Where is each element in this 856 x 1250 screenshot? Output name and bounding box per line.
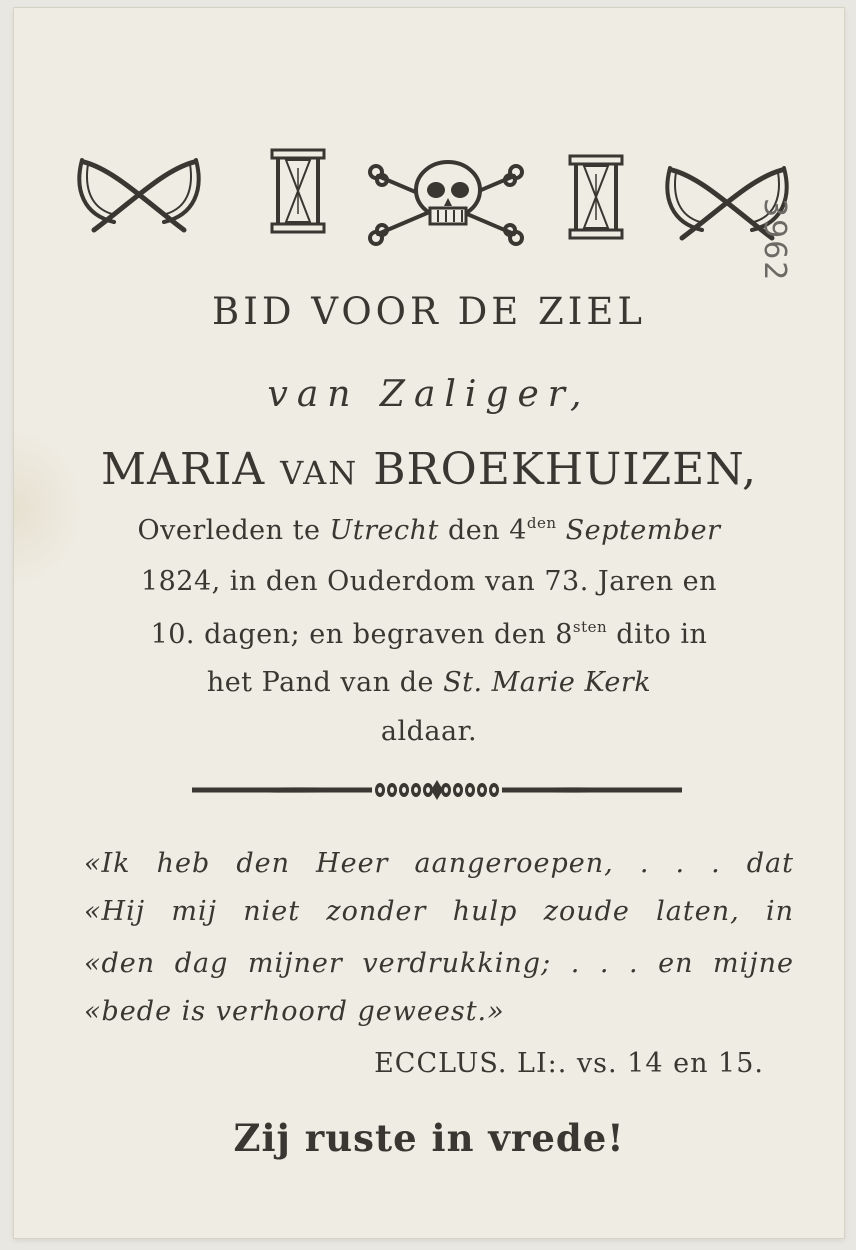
body-text: Overleden te — [137, 515, 321, 546]
month-name: September — [565, 515, 721, 546]
hourglass-icon — [270, 148, 326, 234]
quote-line-1: «Ik heb den Heer aangeroepen, . . . dat — [84, 848, 794, 879]
name-last: BROEKHUIZEN, — [373, 444, 757, 495]
body-line-2: 1824, in den Ouderdom van 73. Jaren en — [140, 566, 718, 597]
body-line-4 — [14, 667, 844, 698]
quote-line-2: «Hij mij niet zonder hulp zoude laten, in — [84, 896, 794, 927]
body-text: het Pand van de — [206, 667, 435, 698]
ornamental-divider — [192, 776, 682, 804]
quote-line-3: «den dag mijner verdrukking; . . . en mijne — [84, 948, 794, 979]
body-line-3 — [14, 618, 844, 650]
ornament-row — [74, 150, 794, 260]
crossed-scythes-icon — [74, 150, 204, 240]
name-particle: VAN — [280, 454, 359, 492]
ordinal-suffix: sten — [572, 618, 608, 636]
place-name: Utrecht — [329, 515, 439, 546]
ordinal-suffix: den — [526, 514, 557, 532]
name-first: MARIA — [101, 444, 266, 495]
body-text: den 4 — [447, 515, 527, 546]
body-line-5: aldaar. — [380, 716, 478, 747]
skull-and-crossbones-icon — [366, 156, 526, 246]
prayer-card — [14, 8, 844, 1238]
body-text: 10. dagen; en begraven den 8 — [150, 619, 573, 650]
closing-line: Zij ruste in vrede! — [233, 1116, 625, 1160]
body-text: dito in — [616, 619, 708, 650]
body-line-1 — [14, 514, 844, 546]
hourglass-icon — [568, 154, 624, 240]
card-title: BID VOOR DE ZIEL — [212, 290, 646, 333]
card-subtitle: van Zaliger, — [267, 374, 591, 415]
deceased-name — [14, 444, 844, 495]
scripture-source: ECCLUS. LI:. vs. 14 en 15. — [374, 1048, 764, 1079]
handwritten-note: 3962 — [757, 198, 792, 283]
church-name: St. Marie Kerk — [443, 667, 652, 698]
quote-line-4: «bede is verhoord geweest.» — [84, 996, 505, 1027]
